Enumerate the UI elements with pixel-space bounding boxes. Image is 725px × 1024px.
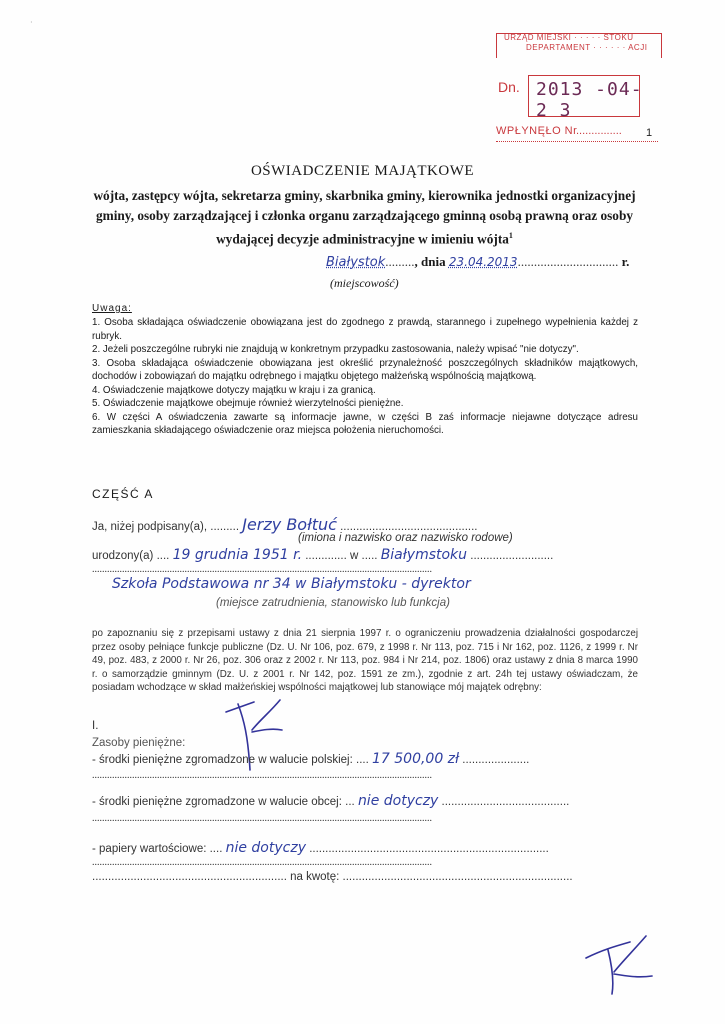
part-a-heading: CZĘŚĆ A xyxy=(92,487,154,501)
date-suffix: r. xyxy=(621,254,630,269)
section-1-heading: Zasoby pieniężne: xyxy=(92,737,186,749)
birth-place: Białymstoku xyxy=(380,547,468,563)
born-label: urodzony(a) xyxy=(92,550,154,562)
born-line: urodzony(a) .... 19 grudnia 1951 r. ............. w ..... Białymstoku .......................... xyxy=(92,547,554,563)
foreign-line: - środki pieniężne zgromadzone w walucie obcej: ... nie dotyczy ........................................ xyxy=(92,793,570,809)
note-item: 5. Oświadczenie majątkowe obejmuje również wierzytelności pieniężne. xyxy=(92,398,404,409)
subtitle-footnote: 1 xyxy=(508,231,513,240)
place-dots: ......... xyxy=(385,254,415,269)
corner-mark: · xyxy=(30,18,33,27)
securities-label: - papiery wartościowe: xyxy=(92,843,207,855)
stamp-received-dots: ............... xyxy=(576,125,622,137)
signed-line: Ja, niżej podpisany(a), ......... Jerzy Bołtuć ........................................... xyxy=(92,515,478,534)
note-item: 6. W części A oświadczenia zawarte są informacje jawne, w części B zaś informacje niejawne dotyczące adresu zamieszkania składającego oświadczenie oraz miejsca położenia nieruchomości. xyxy=(92,411,638,436)
stamp-dn-label: Dn. xyxy=(498,79,520,95)
pln-line: - środki pieniężne zgromadzone w walucie polskiej: .... 17 500,00 zł ..................... xyxy=(92,751,530,767)
date-label: , dnia xyxy=(414,254,446,269)
note-item: 3. Osoba składająca oświadczenie obowiązana jest określić przynależność poszczególnych składników majątkowych, dochodów i zobowiązań do majątku odrębnego i majątku objętego małżeńską wspólnością majątkową. xyxy=(92,357,638,382)
pln-value: 17 500,00 zł xyxy=(371,751,460,767)
birth-date: 19 grudnia 1951 r. xyxy=(172,547,303,563)
dotted-line: ........................................................................................................................................ xyxy=(92,564,432,575)
legal-text: po zapoznaniu się z przepisami ustawy z dnia 21 sierpnia 1997 r. o ograniczeniu prowadzenia działalności gospodarczej przez osoby pełniące funkcje publiczne (Dz. U. Nr 106, poz. 679, z 1998 r. Nr 113, poz. 715 i Nr 162, poz. 1126, z 1999 r. Nr 49, poz. 483, z 2000 r. Nr 26, poz. 306 oraz z 2002 r. Nr 113, poz. 984 i Nr 214, poz. 1806) oraz ustawy z dnia 8 marca 1990 r. o samorządzie gminnym (Dz. U. z 2001 r. Nr 142, poz. 1591 ze zm.), zgodnie z art. 24h tej ustawy oświadczam, że posiadam wchodzące w skład małżeńskiej wspólności majątkowej lub stanowiące mój majątek odrębny: xyxy=(92,628,638,693)
place-value: Białystok xyxy=(326,255,386,270)
stamp-received-number: 1 xyxy=(646,127,653,139)
foreign-label: - środki pieniężne zgromadzone w walucie obcej: xyxy=(92,796,342,808)
section-1-numeral: I. xyxy=(92,720,99,732)
signed-label: Ja, niżej podpisany(a), xyxy=(92,521,208,533)
securities-line: - papiery wartościowe: .... nie dotyczy ........................................................................... xyxy=(92,840,549,856)
note-item: 1. Osoba składająca oświadczenie obowiązana jest do zgodnego z prawdą, starannego i zupełnego wypełnienia każdej z rubryk. xyxy=(92,317,638,342)
notes-heading: Uwaga: xyxy=(92,303,132,314)
date-value: 23.04.2013 xyxy=(448,255,518,269)
amount-line: ............................................................. na kwotę: ........................................................................ xyxy=(92,871,573,883)
page-signature xyxy=(582,932,662,1002)
date-dots: ............................... xyxy=(517,254,619,269)
notes-list xyxy=(92,316,638,438)
employment-caption: (miejsce zatrudnienia, stanowisko lub funkcja) xyxy=(216,597,450,609)
stamp-office-line: URZĄD MIEJSKI · · · · · STOKU xyxy=(504,33,634,42)
document-subtitle xyxy=(92,186,637,249)
note-item: 4. Oświadczenie majątkowe dotyczy majątku w kraju i za granicą. xyxy=(92,384,376,396)
dotted-line: ........................................................................................................................................ xyxy=(92,770,432,781)
stamp-bottom-border xyxy=(496,141,658,142)
dotted-line: ........................................................................................................................................ xyxy=(92,813,432,824)
employment-line xyxy=(112,575,471,593)
note-item: 2. Jeżeli poszczególne rubryki nie znajdują w konkretnym przypadku zastosowania, należy wpisać "nie dotyczy". xyxy=(92,344,579,355)
subtitle-text: wójta, zastępcy wójta, sekretarza gminy, skarbnika gminy, kierownika jednostki organizacyjnej gminy, osoby zarządzającej i członka organu zarządzającego gminną osobą prawną oraz osoby wydającej decyzje administracyjne w imieniu wójta xyxy=(93,188,636,247)
pln-label: - środki pieniężne zgromadzone w walucie polskiej: xyxy=(92,754,353,766)
document-title: OŚWIADCZENIE MAJĄTKOWE xyxy=(250,163,475,179)
stamp-department-line: DEPARTAMENT · · · · · · ACJI xyxy=(526,43,648,52)
stamp-received-label: WPŁYNĘŁO Nr xyxy=(496,125,578,137)
dotted-line: ........................................................................................................................................ xyxy=(92,857,432,868)
stamp-date: 2013 -04- 2 3 xyxy=(536,79,643,121)
foreign-value: nie dotyczy xyxy=(357,793,439,809)
born-in-label: w xyxy=(349,550,359,562)
securities-value: nie dotyczy xyxy=(225,840,306,856)
amount-label: na kwotę: xyxy=(290,871,340,883)
name-caption: (imiona i nazwisko oraz nazwisko rodowe) xyxy=(298,532,513,544)
place-date-line xyxy=(326,254,629,270)
place-caption: (miejscowość) xyxy=(330,276,399,290)
registry-stamp xyxy=(496,33,662,147)
signer-name: Jerzy Bołtuć xyxy=(242,515,337,534)
employment-value: Szkoła Podstawowa nr 34 w Białymstoku - dyrektor xyxy=(112,576,471,592)
